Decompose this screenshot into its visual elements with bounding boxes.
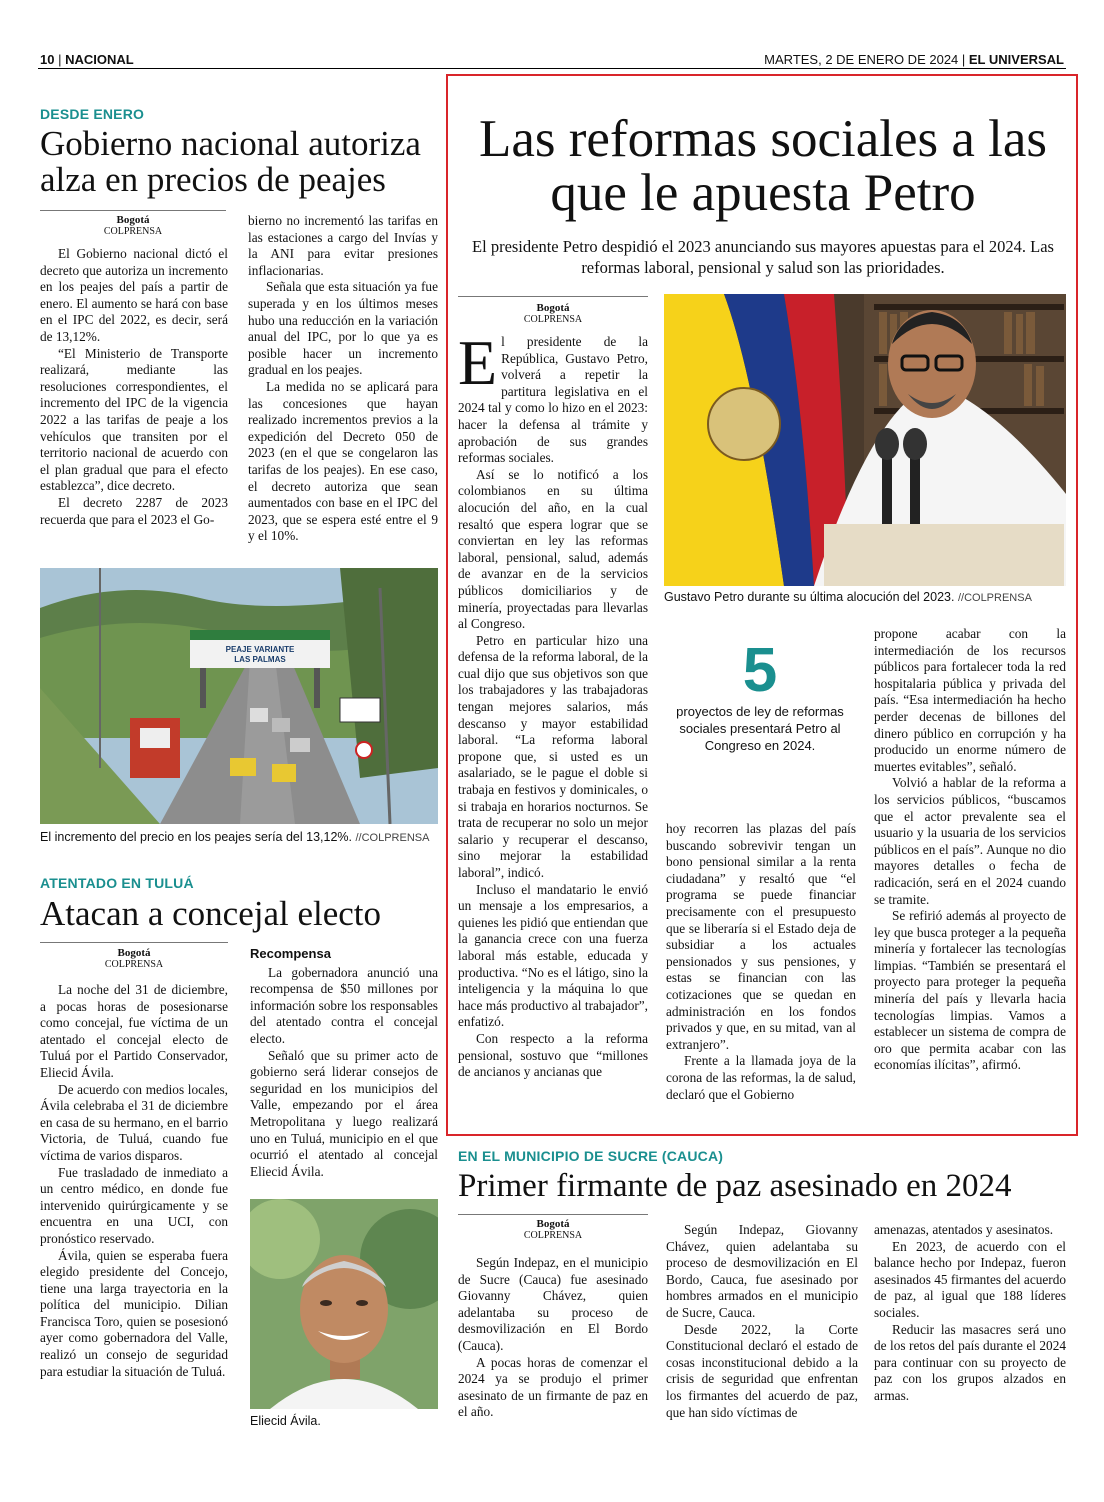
- peajes-byline-rule: [40, 210, 226, 211]
- paragraph: Con respecto a la reforma pensional, sostuvo que “millones de ancianos y ancianas que: [458, 1030, 648, 1080]
- paragraph: La noche del 31 de diciembre, a pocas horas de posesionarse como concejal, fue víctima de un atentado el concejal electo de Tuluá por el Partido Conservador, Eliecid Ávila.: [40, 982, 228, 1080]
- concejal-byline: [40, 948, 228, 970]
- caption-text: El incremento del precio en los peajes sería del 13,12%.: [40, 830, 352, 844]
- byline-agency: COLPRENSA: [523, 314, 583, 325]
- paragraph: Ávila, quien se esperaba fuera elegido presidente del Concejo, tiene una larga trayectoria en la política del municipio. Dilian Francisca Toro, quien se posesionó ayer como gobernadora del Valle, realizó un consejo de seguridad para estudiar la situación de Tuluá.: [40, 1247, 228, 1379]
- concejal-subhead: Recompensa: [250, 946, 331, 961]
- petro-column-3: [874, 626, 1066, 1074]
- concejal-byline-rule: [40, 942, 228, 943]
- paragraph: Según Indepaz, en el municipio de Sucre (Cauca) fue asesinado Giovanny Chávez, quien adelantaba su proceso de desmovilización en El Bordo (Cauca).: [458, 1255, 648, 1353]
- avila-caption: Eliecid Ávila.: [250, 1414, 321, 1428]
- paragraph: El Gobierno nacional dictó el decreto que autoriza un incremento en los peajes del país a partir de enero. El aumento se hará con base en el IPC del 2022, es decir, será de 13,12%.: [40, 246, 228, 344]
- toll-sign-line-2: LAS PALMAS: [234, 655, 286, 664]
- paragraph: Incluso el mandatario le envió un mensaje a los empresarios, a quienes les pidió que entiendan que la ganancia crece con una fuerza laboral más estable, educada y productiva. “No es el látigo, sino la inteligencia y la máquina lo que hace más productivo al trabajador”, enfatizó.: [458, 881, 648, 1030]
- paragraph: amenazas, atentados y asesinatos.: [874, 1222, 1054, 1237]
- sucre-byline-rule: [458, 1214, 648, 1215]
- paragraph: hoy recorren las plazas del país buscando sobrevivir tengan un bono pensional similar a la renta ciudadana” y resaltó que “el programa se puede financiar precisamente con el presupuesto que se liberaría si el Estado deja de subsidiar a los actuales pensionados y sus pensiones, y estas se financian con las cotizaciones que se quedan en administración en los fondos privados y que, en su mitad, van al extranjero”.: [666, 821, 856, 1052]
- page-number: 10: [40, 52, 55, 67]
- sucre-byline: [458, 1219, 648, 1241]
- paragraph: Fue trasladado de inmediato a un centro médico, en donde fue intervenido quirúrgicamente y se encuentra en una UCI, con pronóstico reservado.: [40, 1164, 228, 1246]
- paragraph: bierno no incrementó las tarifas en las estaciones a cargo del Invías y la ANI para evitar presiones inflacionarias.: [248, 213, 438, 278]
- byline-city: Bogotá: [536, 302, 570, 314]
- peajes-kicker: DESDE ENERO: [40, 106, 145, 122]
- petro-column-2: [666, 821, 856, 1103]
- concejal-headline: Atacan a concejal electo: [40, 894, 382, 933]
- petro-column-1: [458, 327, 648, 1081]
- paragraph: propone acabar con la intermediación de los recursos públicos para fortalecer toda la red hospitalaria pública y privada del país. “Esa intermediación ha hecho perder decenas de billones del dinero público en corrupción y ha producido un enorme número de muertes evitables”, señaló.: [874, 626, 1066, 774]
- paragraph: l presidente de la República, Gustavo Petro, volverá a repetir la partitura legislativa en el 2024 tal y como lo hizo en el 2023: hacer la defensa al trámite y aprobación de sus grandes reformas sociales.: [458, 334, 648, 466]
- caption-text: Gustavo Petro durante su última alocución del 2023.: [664, 590, 955, 604]
- portrait-illustration: [250, 1199, 438, 1409]
- byline-city: Bogotá: [117, 947, 151, 959]
- concejal-column-2: [250, 946, 438, 1180]
- byline-city: Bogotá: [536, 1218, 570, 1230]
- petro-byline: [458, 303, 648, 325]
- byline-agency: COLPRENSA: [103, 226, 163, 237]
- petro-deck: El presidente Petro despidió el 2023 anunciando sus mayores apuestas para el 2024. Las reformas laboral, pensional y salud son las prioridades.: [472, 237, 1054, 277]
- byline-city: Bogotá: [116, 214, 150, 226]
- photo-credit: //COLPRENSA: [355, 832, 430, 844]
- byline-agency: COLPRENSA: [104, 959, 164, 970]
- paragraph: Así se lo notificó a los colombianos en su última alocución del año, en la cual resaltó que espera lograr que se conviertan en ley las reformas laboral, pensional, salud, además de avanzar en de la servicios públicos domiciliarios y de minería, proyectadas para llevarlas al Congreso.: [458, 466, 648, 632]
- drop-cap: E: [458, 327, 498, 398]
- paragraph: Reducir las masacres será uno de los retos del país durante el 2024 para continuar con su proyecto de paz con los grupos alzados en armas.: [874, 1321, 1066, 1403]
- paragraph: A pocas horas de comenzar el 2024 ya se produjo el primer asesinato de un firmante de paz en el año.: [458, 1354, 648, 1420]
- eliecid-avila-photo: [250, 1199, 438, 1409]
- petro-speech-illustration: [664, 294, 1066, 586]
- sucre-column-3: [874, 1222, 1066, 1405]
- sucre-headline: Primer firmante de paz asesinado en 2024: [458, 1168, 1012, 1204]
- petro-photo-caption: [664, 590, 1032, 604]
- issue-date: MARTES, 2 DE ENERO DE 2024: [764, 52, 959, 67]
- peajes-headline: Gobierno nacional autoriza alza en precios de peajes: [40, 124, 421, 199]
- sucre-kicker: EN EL MUNICIPIO DE SUCRE (CAUCA): [458, 1148, 724, 1164]
- newspaper-name: EL UNIVERSAL: [968, 52, 1064, 67]
- petro-headline: Las reformas sociales a las que le apuesta Petro: [478, 110, 1048, 223]
- sucre-column-2: [666, 1222, 858, 1421]
- paragraph: Volvió a hablar de la reforma a los servicios públicos, “buscamos que el actor prevalente sea el usuario y la usuaria de los servicios públicos en el país”. Aunque no dio mayores detalles o fecha de radicación, será en el 2024 cuando se tramite.: [874, 775, 1066, 907]
- page-header-right: MARTES, 2 DE ENERO DE 2024 | EL UNIVERSAL: [764, 52, 1064, 67]
- paragraph: Según Indepaz, Giovanny Chávez, quien adelantaba su proceso de desmovilización en El Bordo, Cauca, fue asesinado por hombres armados en el municipio de Sucre, Cauca.: [666, 1222, 858, 1320]
- stat-description: proyectos de ley de reformas sociales presentará Petro al Congreso en 2024.: [676, 704, 844, 753]
- toll-photo-caption: [40, 830, 440, 844]
- header-rule: [38, 68, 1066, 69]
- byline-agency: COLPRENSA: [523, 1230, 583, 1241]
- gustavo-petro-photo: [664, 294, 1066, 586]
- concejal-column-1: [40, 982, 228, 1380]
- section-name: NACIONAL: [65, 52, 134, 67]
- peajes-byline: [40, 215, 226, 237]
- concejal-kicker: ATENTADO EN TULUÁ: [40, 875, 194, 891]
- paragraph: “El Ministerio de Transporte realizará, mediante las resoluciones correspondientes, el incremento del IPC de la vigencia 2022 a las tarifas de peaje a los vehículos que transiten por el territorio nacional de acuerdo con el plan gradual que para el efecto establezca”, dice decreto.: [40, 345, 228, 494]
- paragraph: De acuerdo con medios locales, Ávila celebraba el 31 de diciembre en casa de su hermano, en el barrio Victoria, de Tuluá, cuando fue víctima de varios disparos.: [40, 1081, 228, 1163]
- paragraph: En 2023, de acuerdo con el balance hecho por Indepaz, fueron asesinados 45 firmantes del acuerdo de paz, al igual que 188 líderes sociales.: [874, 1238, 1066, 1320]
- toll-booth-photo: [40, 568, 438, 824]
- paragraph: Frente a la llamada joya de la corona de las reformas, la de salud, declaró que el Gobierno: [666, 1053, 856, 1102]
- paragraph: La medida no se aplicará para las concesiones que hayan realizado incrementos previos a la expedición del Decreto 050 de 2023 (en el que se congelaron las tarifas de los peajes). En ese caso, el decreto autoriza que sean aumentados con base en el IPC del 2023, que se espera esté entre el 9 y el 10%.: [248, 378, 438, 544]
- petro-byline-rule: [458, 296, 648, 297]
- paragraph: El decreto 2287 de 2023 recuerda que para el 2023 el Go-: [40, 494, 228, 527]
- toll-booth-illustration: [40, 568, 438, 824]
- sucre-column-1: [458, 1255, 648, 1421]
- page-header-left: 10 | NACIONAL: [40, 52, 134, 67]
- stat-number: 5: [742, 636, 778, 705]
- toll-sign-line-1: PEAJE VARIANTE: [225, 645, 295, 654]
- paragraph: Desde 2022, la Corte Constitucional declaró el estado de cosas inconstitucional debido a la crisis de seguridad que enfrentan los firmantes del acuerdo de paz, que han sido víctimas de: [666, 1321, 858, 1420]
- photo-credit: //COLPRENSA: [957, 592, 1032, 604]
- paragraph: Señala que esta situación ya fue superada y en los últimos meses hubo una reducción en la variación anual del IPC, por lo que ya es posible hacer un incremento gradual en los peajes.: [248, 279, 438, 378]
- paragraph: Señaló que su primer acto de gobierno será liderar consejos de seguridad en los municipios del Valle, empezando por el área Metropolitana y luego realizará uno en Tuluá, municipio en el que ocurrió el atentado al concejal Eliecid Ávila.: [250, 1047, 438, 1179]
- paragraph: La gobernadora anunció una recompensa de $50 millones por información sobre los responsables del atentado contra el concejal electo.: [250, 964, 438, 1046]
- peajes-column-1: [40, 246, 228, 528]
- peajes-column-2: [248, 213, 438, 545]
- paragraph: Petro en particular hizo una defensa de la reforma laboral, de la cual dijo que sus objetivos son que los trabajadores y las trabajadoras tengan mejores salarios, más descanso y mayor estabilidad laboral. “La reforma laboral propone que, si usted es un asalariado, se le pague el doble si trabaja en festivos y dominicales, o si trabaja en horarios nocturnos. Se trata de recuperar no solo un mejor salario y recuperar el descanso, sino mejorar la estabilidad laboral”, indicó.: [458, 632, 648, 880]
- paragraph: Se refirió además al proyecto de ley que busca proteger a la pequeña minería y fortalecer las tecnologías limpias. “También se presentará el proyecto para proteger la pequeña minería del país y llevarla hacia tecnologías limpias. Vamos a establecer un sistema de compra de oro que permita acabar con las economías ilícitas”, afirmó.: [874, 908, 1066, 1073]
